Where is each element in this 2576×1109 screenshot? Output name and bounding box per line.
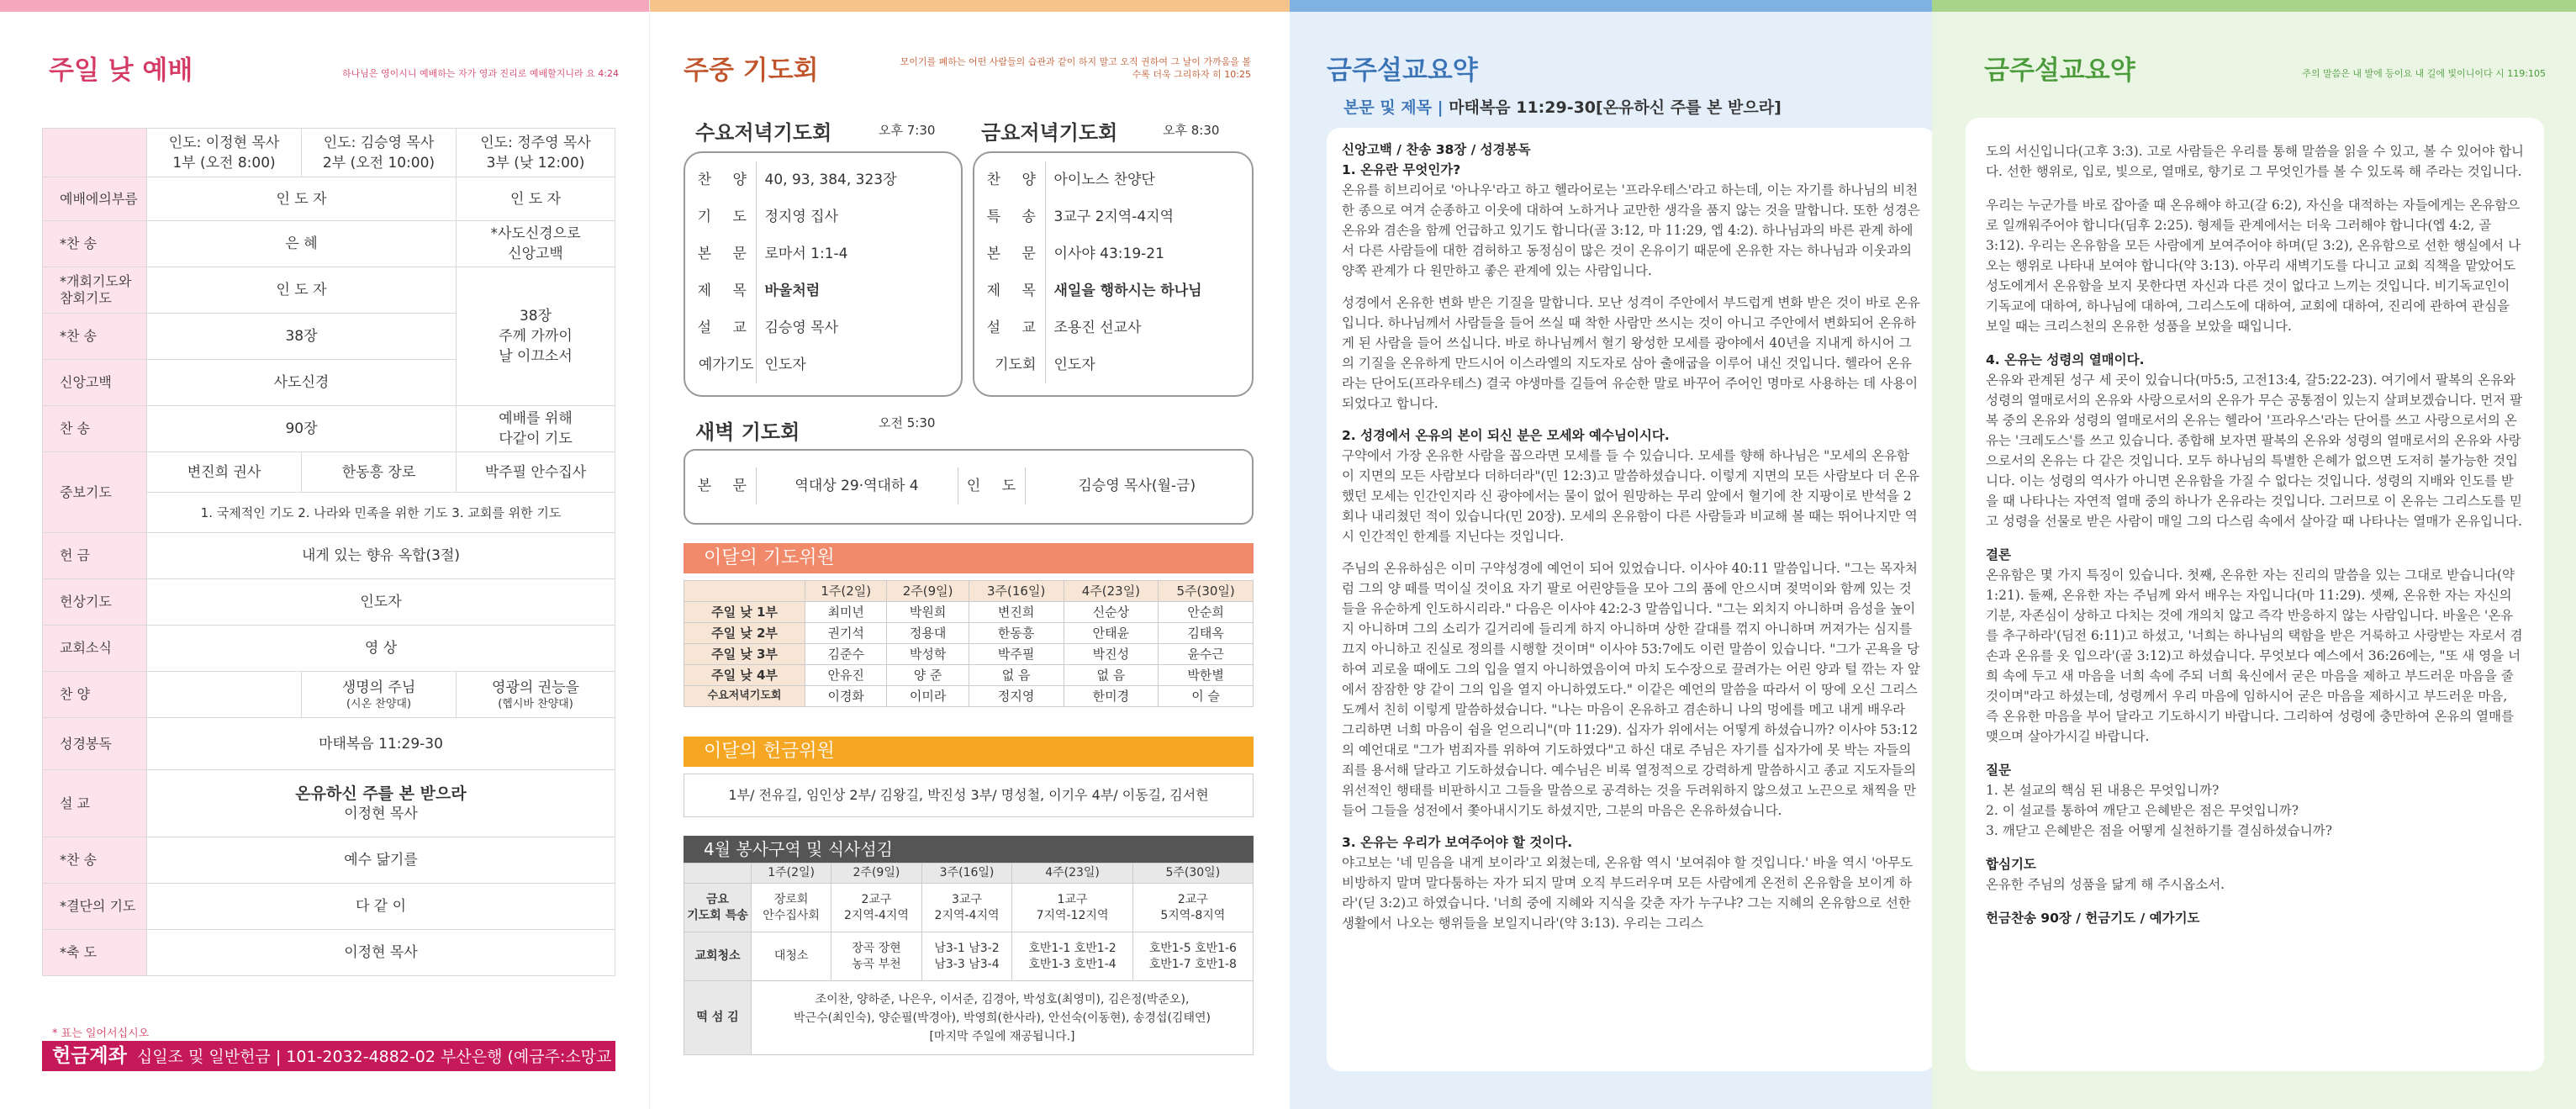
wed-key: 찬 양 <box>689 161 756 198</box>
para-text: 구약에서 가장 온유한 사람을 꼽으라면 모세를 들 수 있습니다. 모세를 향해 하나님은 "모세의 온유함이 지면의 모든 사람보다 더하더라"(민 12:3)고 말씀하셨습니다. 이렇게 지면의 모든 사람보다 더 온유했던 모세는 인간인지라 신 광야에서는 물이 없어 원망하는 무리 앞에서 혈기에 찬 지팡이로 반석을 2회나 내리쳤던 적이 있습니다(민 20장). 모세의 온유함이 다른 사람들과 비교해 볼 때는 뛰어나지만 역시 인간적인 한계를 지닌다는 것입니다. <box>1342 448 1920 544</box>
wed-key: 제 목 <box>689 272 756 309</box>
service-head-2: 인도: 김승영 목사 2부 (오전 10:00) <box>302 129 457 177</box>
wed-key: 예가기도 <box>689 346 756 383</box>
prayer-topics: 1. 국제적인 기도 2. 나라와 민족을 위한 기도 3. 교회를 위한 기도 <box>147 493 615 533</box>
row-label: 교회소식 <box>43 626 147 672</box>
service-label: 주일 낮 4부 <box>684 665 805 686</box>
para-text: 주님의 온유하심은 이미 구약성경에 예언이 되어 있었습니다. 이사야 40:11 말씀입니다. "그는 목자처럼 그의 양 떼를 먹이실 것이요 자기 팔로 어린양들을 모아 그의 품에 안으시며 젖먹이와 함께 있는 것들을 유순하게 인도하시리라." 다음은 이사야 42:2-3 말씀입니다. "그는 외치지 아니하며 음성을 높이지 아니하며 그의 소리가 길거리에 들리게 하지 아니하며 상한 갈대를 꺾지 아니하며 꺼져가는 심지를 끄지 아니하고 진실로 정의를 시행할 것이며" 이사야 53:7에도 이런 말씀이 있습니다. "그가 곤욕을 당하여 괴로울 때에도 그의 입을 열지 아니하였음이여 마치 도수장으로 끌려가는 어린 양과 털 깎는 자 앞에서 잠잠한 양 같이 그의 입을 열지 아니하였도다." 이같은 예언의 말씀을 따라서 이 땅에 오신 그리스도께서 친히 이렇게 말씀하셨습니다. "나는 마음이 온유하고 겸손하니 나의 멍에를 메고 내게 배우라 그리하면 너희 마음이 쉼을 얻으리니"(마 11:29). 십자가 위에서는 어떻게 하셨습니까? 이사야 53:12의 예언대로 "그가 범죄자를 위하여 기도하였다"고 하신 대로 주님은 자기를 십자가에 못 박는 자들의 죄를 용서해 달라고 기도하셨습니다. 예수님은 비록 열정적으로 강력하게 말씀하시고 종교 지도자들의 위선적인 행태를 비판하시고 그들을 말씀으로 공격하는 것을 두려워하지 않으셨고 노끈으로 채찍을 만들어 그들을 성전에서 쫓아내시기도 하셨지만, 그분의 마음은 온유하셨습니다. <box>1342 561 1920 818</box>
fri-box <box>973 151 1254 397</box>
cell: 최미년 <box>805 602 887 623</box>
cell: 호반1-1 호반1-2 호반1-3 호반1-4 <box>1012 932 1132 981</box>
corner-cell <box>684 581 805 602</box>
para-heading: 2. 성경에서 온유의 본이 되신 분은 모세와 예수님이시다. <box>1342 428 1670 443</box>
fri-val: 새일을 행하시는 하나님 <box>1053 283 1202 299</box>
row-value: 사도신경 <box>147 360 457 406</box>
row-value-3: *사도신경으로 신앙고백 <box>457 221 615 267</box>
para-heading: 3. 온유는 우리가 보여주어야 할 것이다. <box>1342 835 1573 850</box>
prayer-committee-table <box>684 580 1254 707</box>
para-heading: 질문 <box>1986 763 2011 778</box>
row-value: 이정현 목사 <box>147 930 615 976</box>
para-text: 온유함은 몇 가지 특징이 있습니다. 첫째, 온유한 자는 진리의 말씀을 있는 그대로 받습니다(약 1:21). 둘째, 온유한 자는 주님께 와서 배우는 자입니다(마 11:29). 셋째, 온유한 자는 자신의 기분, 자존심이 상하고 다치는 것에 개의치 않고 즉각 반응하지 않는 사람입니다. 바울은 '온유를 추구하라'(딤전 6:11)고 하셨고, '너희는 하나님의 택함을 받은 거룩하고 사랑받는 자로서 겸손과 온유를 옷 입으라'(골 3:12)고 하셨습니다. 무엇보다 예스에서 36:26에는, "또 새 영을 너희 속에 두고 새 마음을 너희 속에 주되 너희 육신에서 굳은 마음을 제하고 부드러운 마음을 줄 것이며"라고 하셨는데, 성령께서 우리 마음에 임하시어 굳은 마음을 제하시고 부드러운 마음, 즉 온유한 마음을 부어 달라고 기도하시기 바랍니다. 그리하여 성령에 충만하여 온유의 열매를 맺으며 살아가시길 바랍니다. <box>1986 568 2523 744</box>
row-label: 성경봉독 <box>43 718 147 770</box>
para-heading: 1. 온유란 무엇인가? <box>1342 162 1461 177</box>
row-value: 마태복음 11:29-30 <box>147 718 615 770</box>
panel-top-bar <box>650 0 1290 12</box>
fri-key: 특 송 <box>978 198 1045 235</box>
cell: 박성학 <box>887 644 969 665</box>
sermon-preacher: 이정현 목사 <box>344 805 418 822</box>
cell: 3교구 2지역-4지역 <box>921 884 1012 932</box>
cell: 장로회 안수집사회 <box>752 884 831 932</box>
row-label: 교회청소 <box>684 932 752 981</box>
week-head: 2주(9일) <box>831 863 921 884</box>
para-text: 온유와 관계된 성구 세 곳이 있습니다(마5:5, 고전13:4, 갈5:22-23). 여기에서 팔복의 온유와 성령의 열매로서의 온유와 사랑으로서의 온유가 무슨 공통점이 있는지 살펴보겠습니다. 먼저 팔 복 중의 온유와 성령의 열매로서의 온유는 헬라어 '프라우스'라는 단어를 쓰고 사랑으로서의 온유는 '크레도스'를 쓰고 있습니다. 종합해 보자면 팔복의 온유와 성령의 열매로서의 온유와 사랑으로서의 온유는 다 같은 것입니다. 모두 하나님의 특별한 은혜가 없으면 도저히 불가능한 것입니다. 이는 성령의 역사가 아니면 온유함을 가질 수 없다는 것입니다. 성령의 지배와 인도를 받을 때 나타나는 자연적 열매 중의 하나가 온유라는 것입니다. 그러므로 이 온유는 그리스도를 믿고 성령을 선물로 받은 사람이 매일 그의 다스림 속에서 살아갈 때 나타나는 열매가 온유입니다. <box>1986 372 2523 529</box>
cell: 대청소 <box>752 932 831 981</box>
panel-title: 금주설교요약 <box>1984 55 2135 86</box>
dawn-key: 인 도 <box>958 467 1025 504</box>
row-label: 찬 양 <box>43 672 147 718</box>
fri-val: 인도자 <box>1053 356 1095 373</box>
row-value: 영 상 <box>147 626 615 672</box>
fri-key: 본 문 <box>978 235 1045 272</box>
week-head: 5주(30일) <box>1132 863 1253 884</box>
week-head: 3주(16일) <box>969 581 1064 602</box>
cell: 윤수근 <box>1159 644 1254 665</box>
fri-table <box>978 161 1248 383</box>
cell: 김준수 <box>805 644 887 665</box>
intercessor-1: 변진희 권사 <box>147 452 302 493</box>
passage-text: 마태복음 11:29-30[온유하신 주를 본 받으라] <box>1449 98 1782 117</box>
april-service-bar: 4월 봉사구역 및 식사섬김 <box>684 836 1254 863</box>
row-label: 헌상기도 <box>43 579 147 626</box>
cell: 없 음 <box>969 665 1064 686</box>
passage-line <box>1343 95 1782 118</box>
week-head: 4주(23일) <box>1064 581 1159 602</box>
dawn-time: 오전 5:30 <box>879 415 936 430</box>
para-text: 온유를 히브리어로 '아나우'라고 하고 헬라어로는 '프라우테스'라고 하는데, 이는 자기를 하나님의 비천한 종으로 여겨 순종하고 이웃에 대하여 노하거나 교만한 생각을 품지 않는 것을 말합니다. 또한 성경은 온유와 겸손을 함께 언급하고 있기도 합니다(골 3:12, 마 11:29, 엡 4:2). 하나님과의 바른 관계 하에서 다른 사람들에 대한 겸허하고 동정심이 많은 것이 온유이기 때문에 온유한 자는 하나님과 이웃과의 양쪽 관계가 다 원만하고 좋은 관계에 있는 사람입니다. <box>1342 182 1920 278</box>
cell: 변진희 <box>969 602 1064 623</box>
panel-sunday-worship <box>0 0 649 1109</box>
sermon-title: 온유하신 주를 본 받으라 <box>295 784 467 803</box>
week-head: 1주(2일) <box>752 863 831 884</box>
row-value: 내게 있는 향유 옥합(3절) <box>147 533 615 579</box>
row-label: *결단의 기도 <box>43 884 147 930</box>
cell: 안태윤 <box>1064 623 1159 644</box>
para-heading: 4. 온유는 성령의 열매이다. <box>1986 352 2145 367</box>
panel-title: 금주설교요약 <box>1327 55 1478 86</box>
dawn-box <box>684 449 1254 525</box>
row-label: 중보기도 <box>43 452 147 533</box>
row-label: *개회기도와 참회기도 <box>43 267 147 314</box>
fri-title: 금요저녁기도회 <box>981 121 1118 145</box>
fri-key: 설 교 <box>978 309 1045 346</box>
bread-service-list: 조이찬, 양하준, 나은우, 이서준, 김경아, 박성호(최영미), 김은정(박준오), 박근수(최인숙), 양순필(박경아), 박영희(한사라), 안선숙(이동현), 송경섭(김태연) [마지막 주일에 재공됩니다.] <box>752 981 1254 1055</box>
offering-committee-bar: 이달의 헌금위원 <box>684 737 1254 767</box>
scripture-note: 모이기를 폐하는 어떤 사람들의 습관과 같이 하지 말고 오직 권하여 그 날이 가까움을 볼수록 더욱 그리하자 히 10:25 <box>900 56 1251 80</box>
row-label: *찬 송 <box>43 221 147 267</box>
fri-val: 아이노스 찬양단 <box>1053 172 1155 188</box>
fri-val: 3교구 2지역-4지역 <box>1053 209 1175 225</box>
row-value-3: 예배를 위해 다같이 기도 <box>457 406 615 452</box>
scripture-note: 하나님은 영이시니 예배하는 자가 영과 진리로 예배할지니라 요 4:24 <box>342 68 619 79</box>
cell: 정지영 <box>969 686 1064 707</box>
cell: 박주필 <box>969 644 1064 665</box>
cell: 박진성 <box>1064 644 1159 665</box>
week-head: 3주(16일) <box>921 863 1012 884</box>
offering-committee-list: 1부/ 전유길, 임인상 2부/ 김왕길, 박진성 3부/ 명성철, 이기우 4부/ 이동길, 김서현 <box>684 774 1254 817</box>
sermon-text-box <box>1966 118 2544 1071</box>
cell: 호반1-5 호반1-6 호반1-7 호반1-8 <box>1132 932 1253 981</box>
wed-val: 김승영 목사 <box>764 319 839 336</box>
fri-val: 이사야 43:19-21 <box>1053 246 1164 262</box>
panel-sermon-summary-1 <box>1290 0 1932 1109</box>
fri-val: 조용진 선교사 <box>1053 319 1142 336</box>
choir-name: (시온 찬양대) <box>346 698 412 710</box>
fri-time: 오후 8:30 <box>1163 123 1220 138</box>
passage-label: 본문 및 제목 | <box>1343 98 1444 117</box>
cell: 이미라 <box>887 686 969 707</box>
row-value: 인 도 자 <box>147 177 457 221</box>
service-head-1: 인도: 이정현 목사 1부 (오전 8:00) <box>147 129 302 177</box>
account-text: 십일조 및 일반헌금 | 101-2032-4882-02 부산은행 (예금주:소망교회) <box>52 1048 612 1096</box>
service-head-3: 인도: 정주영 목사 3부 (낮 12:00) <box>457 129 615 177</box>
para-heading: 헌금찬송 90장 / 헌금기도 / 예가기도 <box>1986 911 2200 926</box>
account-label: 헌금계좌 <box>52 1045 127 1067</box>
service-label: 수요저녁기도회 <box>684 686 805 707</box>
row-value: 90장 <box>147 406 457 452</box>
sermon-text-box <box>1327 128 1932 1071</box>
row-label: 찬 송 <box>43 406 147 452</box>
cell: 박한별 <box>1159 665 1254 686</box>
para-heading: 합심기도 <box>1986 857 2036 872</box>
cell: 2교구 2지역-4지역 <box>831 884 921 932</box>
para-text: 야고보는 '네 믿음을 내게 보이라'고 외쳤는데, 온유함 역시 '보여줘야 할 것입니다.' 바울 역시 '아무도 비방하지 말며 말다툼하는 자가 되지 말며 오직 부드러우며 모든 사람에게 온전히 온유함을 보이게 하라'(딛 3:2)고 하였습니다. '너희 중에 지혜와 지식을 갖춘 자가 누구냐? 그는 지혜의 온유함으로 선한 생활에서 나오는 행위들을 보일지니라'(약 3:13). 우리는 그리스 <box>1342 855 1914 931</box>
service-label: 주일 낮 3부 <box>684 644 805 665</box>
week-head: 5주(30일) <box>1159 581 1254 602</box>
cell: 이경화 <box>805 686 887 707</box>
standing-note: * 표는 일어서십시오 <box>52 1027 150 1040</box>
dawn-table <box>689 467 1248 504</box>
fri-key: 찬 양 <box>978 161 1045 198</box>
wed-table <box>689 161 958 383</box>
prayer-committee-bar: 이달의 기도위원 <box>684 543 1254 573</box>
intercessor-3: 박주필 안수집사 <box>457 452 615 493</box>
cell: 1교구 7지역-12지역 <box>1012 884 1132 932</box>
cell: 박원희 <box>887 602 969 623</box>
dawn-val: 역대상 29·역대하 4 <box>756 467 958 504</box>
wed-val: 정지영 집사 <box>764 209 839 225</box>
cell: 한미경 <box>1064 686 1159 707</box>
row-value: 예수 닮기를 <box>147 837 615 884</box>
week-head: 4주(23일) <box>1012 863 1132 884</box>
wed-time: 오후 7:30 <box>879 123 936 138</box>
para-text: 성경에서 온유한 변화 받은 기질을 말합니다. 모난 성격이 주안에서 부드럽게 변화 받은 것이 바로 온유입니다. 하나님께서 사람들을 들어 쓰실 때 착한 사람만 쓰시는 것이 아니고 주안에서 변화되어 온유하게 된 사람을 들어 쓰십니다. 바로 하나님께서 혈기 왕성한 모세를 광야에서 40년을 지내게 하시어 그의 기질을 온유하게 만드시어 이스라엘의 지도자로 삼아 출애굽을 이루어 내신 것입니다. 헬라어 온유라는 단어도(프라우테스) 결국 야생마를 길들여 유순한 말로 바꾸어 주어인 명마로 사용하는 데 사용이 되었다고 합니다. <box>1342 295 1920 411</box>
para-text: 도의 서신입니다(고후 3:3). 고로 사람들은 우리를 통해 말씀을 읽을 수 있고, 볼 수 있어야 합니다. 선한 행위로, 입로, 빛으로, 열매로, 향기로 그 무엇인가를 볼 수 있도록 해 주라는 것입니다. <box>1986 144 2524 179</box>
offering-account-bar <box>42 1041 615 1096</box>
intercessor-2: 한동흥 장로 <box>302 452 457 493</box>
scripture-note: 주의 말씀은 내 발에 등이요 내 길에 빛이니이다 시 119:105 <box>2302 68 2546 79</box>
cell: 양 준 <box>887 665 969 686</box>
worship-order-table <box>42 128 615 976</box>
cell: 남3-1 남3-2 남3-3 남3-4 <box>921 932 1012 981</box>
choir-name: (헵시바 찬양대) <box>498 698 573 710</box>
corner-cell <box>43 129 147 177</box>
sermon-cell <box>147 770 615 837</box>
wed-key: 설 교 <box>689 309 756 346</box>
dawn-val: 김승영 목사(월-금) <box>1078 478 1196 494</box>
dawn-title: 새벽 기도회 <box>695 420 800 444</box>
para-text: 우리는 누군가를 바로 잡아줄 때 온유해야 하고(갈 6:2), 자신을 대적하는 자들에게는 온유함으로 일깨워주어야 합니다(딤후 2:25). 형제들 관계에서는 더욱 그러해야 합니다(엡 4:2, 골 3:12). 우리는 온유함을 모든 사람에게 보여주어야 하며(딛 3:2), 온유함으로 선한 행실에서 나오는 행위로 나타내 보여야 합니다(약 3:13). 아무리 새벽기도를 다니고 교회 직책을 맡았어도 성도에게서 온유함을 보지 못한다면 자신과 다른 것이 없다고 느끼는 것입니다. 비기독교인이 기독교에 대하여, 하나님에 대하여, 그리스도에 대하여, 교회에 대하여, 진리에 관하여 관심을 보일 때는 크리스천의 온유한 성품을 보았을 때입니다. <box>1986 198 2521 334</box>
row-label: 떡 섬 김 <box>684 981 752 1055</box>
cell: 장곡 장현 농곡 부천 <box>831 932 921 981</box>
row-label: 신앙고백 <box>43 360 147 406</box>
row-label: 금요 기도회 특송 <box>684 884 752 932</box>
choir-2 <box>302 672 457 718</box>
choir-song: 생명의 주님 <box>341 679 416 696</box>
cell: 이 슬 <box>1159 686 1254 707</box>
cell: 안유진 <box>805 665 887 686</box>
fri-key: 제 목 <box>978 272 1045 309</box>
dawn-key: 본 문 <box>689 467 756 504</box>
cell: 한동흥 <box>969 623 1064 644</box>
choir-3 <box>457 672 615 718</box>
service-label: 주일 낮 2부 <box>684 623 805 644</box>
panel-top-bar <box>0 0 649 12</box>
row-value-3: 38장 주께 가까이 날 이끄소서 <box>457 267 615 406</box>
panel-top-bar <box>1290 0 1932 12</box>
fri-key: 기도회 <box>978 346 1045 383</box>
cell: 없 음 <box>1064 665 1159 686</box>
cell: 신순상 <box>1064 602 1159 623</box>
panel-title: 주중 기도회 <box>684 55 819 86</box>
panel-title: 주일 낮 예배 <box>49 55 193 86</box>
april-service-table <box>684 863 1254 1055</box>
panel-top-bar <box>1932 0 2576 12</box>
cell: 권기석 <box>805 623 887 644</box>
para-text: 온유한 주님의 성품을 닮게 해 주시옵소서. <box>1986 877 2225 892</box>
para-text: 1. 본 설교의 핵심 된 내용은 무엇입니까? 2. 이 설교를 통하여 깨닫고 은혜받은 점은 무엇입니까? 3. 깨닫고 은혜받은 점을 어떻게 실천하기를 결심하셨습니까? <box>1986 783 2333 838</box>
row-label: *찬 송 <box>43 837 147 884</box>
week-head: 1주(2일) <box>805 581 887 602</box>
panel-sermon-summary-2 <box>1932 0 2576 1109</box>
corner-cell <box>684 863 752 884</box>
service-label: 주일 낮 1부 <box>684 602 805 623</box>
row-value: 인도자 <box>147 579 615 626</box>
wed-key: 본 문 <box>689 235 756 272</box>
row-label: 헌 금 <box>43 533 147 579</box>
choir-song: 영광의 권능을 <box>492 679 579 696</box>
cell: 2교구 5지역-8지역 <box>1132 884 1253 932</box>
wed-val: 인도자 <box>764 356 806 373</box>
week-head: 2주(9일) <box>887 581 969 602</box>
wed-key: 기 도 <box>689 198 756 235</box>
row-label: *축 도 <box>43 930 147 976</box>
panel-weekday-prayer <box>649 0 1290 1109</box>
row-value: 38장 <box>147 314 457 360</box>
cell: 정용대 <box>887 623 969 644</box>
row-value: 은 혜 <box>147 221 457 267</box>
para-heading: 결론 <box>1986 547 2011 562</box>
empty-cell <box>147 672 302 718</box>
wed-title: 수요저녁기도회 <box>695 121 832 145</box>
row-label: 설 교 <box>43 770 147 837</box>
wed-val: 바울처럼 <box>764 283 821 299</box>
row-label: *찬 송 <box>43 314 147 360</box>
para-heading: 신앙고백 / 찬송 38장 / 성경봉독 <box>1342 142 1531 157</box>
wed-val: 로마서 1:1-4 <box>764 246 848 262</box>
wed-val: 40, 93, 384, 323장 <box>764 172 897 188</box>
row-value-3: 인 도 자 <box>457 177 615 221</box>
wed-box <box>684 151 963 397</box>
row-value: 인 도 자 <box>147 267 457 314</box>
row-value: 다 같 이 <box>147 884 615 930</box>
cell: 김태옥 <box>1159 623 1254 644</box>
row-label: 예배에의부름 <box>43 177 147 221</box>
cell: 안순희 <box>1159 602 1254 623</box>
